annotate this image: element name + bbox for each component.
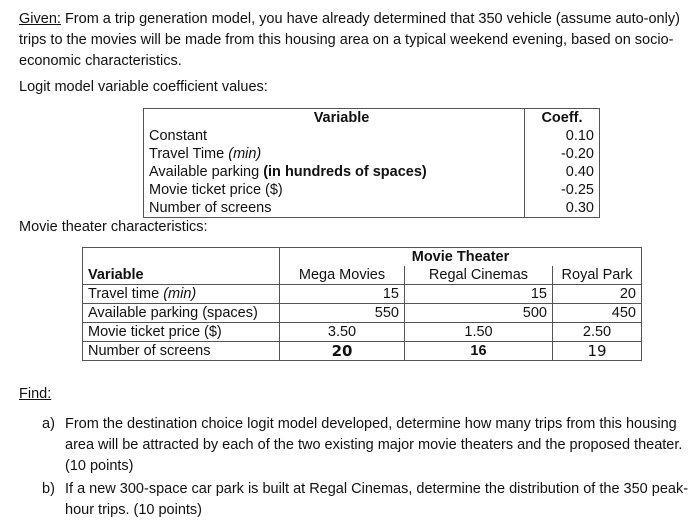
theater-variable: Movie ticket price ($) — [83, 323, 280, 342]
given-text: From a trip generation model, you have already determined that 350 vehicle (assume auto-only) trips to the movies will be made from this housing area on a typical weekend evening, based on socio-economic characteristics. — [19, 11, 680, 69]
coeff-variable: Movie ticket price ($) — [144, 181, 525, 199]
coeff-header-row — [144, 109, 600, 128]
coeff-value: 0.40 — [525, 163, 600, 181]
coeff-value: 0.10 — [525, 127, 600, 145]
mega-value: 3.50 — [280, 323, 405, 342]
theater-col-mega: Mega Movies — [280, 266, 405, 285]
regal-value: 15 — [405, 285, 553, 304]
theater-variable: Number of screens — [83, 342, 280, 361]
theater-row — [83, 285, 642, 304]
theater-col-variable: Variable — [83, 266, 280, 285]
find-item — [42, 479, 692, 521]
coeff-variable: Number of screens — [144, 199, 525, 218]
theater-group-header: Movie Theater — [280, 248, 642, 267]
coeff-value: -0.25 — [525, 181, 600, 199]
item-text: From the destination choice logit model developed, determine how many trips from this housing area will be attracted by each of the two existing major movie theaters and the proposed theater. (10 points) — [65, 416, 683, 474]
theater-variable: Travel time (min) — [83, 285, 280, 304]
coeff-row — [144, 145, 600, 163]
royal-value: 450 — [553, 304, 642, 323]
theater-col-regal: Regal Cinemas — [405, 266, 553, 285]
find-list — [42, 414, 692, 523]
theater-row — [83, 304, 642, 323]
royal-value: 19 — [553, 342, 642, 361]
theater-group-header-row — [83, 248, 642, 267]
regal-value: 500 — [405, 304, 553, 323]
logit-label: Logit model variable coefficient values: — [19, 79, 268, 95]
theater-table — [82, 247, 642, 361]
coeff-row — [144, 181, 600, 199]
theater-label: Movie theater characteristics: — [19, 219, 208, 235]
coeff-header-coeff: Coeff. — [525, 109, 600, 128]
find-heading: Find: — [19, 386, 52, 402]
mega-value: 15 — [280, 285, 405, 304]
item-mark: a) — [42, 416, 55, 432]
coeff-variable: Available parking (in hundreds of spaces) — [144, 163, 525, 181]
coeff-header-variable: Variable — [144, 109, 525, 128]
find-item — [42, 414, 692, 477]
coeff-variable: Constant — [144, 127, 525, 145]
given-lead: Given: — [19, 11, 61, 27]
coeff-row — [144, 127, 600, 145]
coeff-row — [144, 163, 600, 181]
item-mark: b) — [42, 481, 55, 497]
theater-column-header-row — [83, 266, 642, 285]
coeff-row — [144, 199, 600, 218]
regal-value: 16 — [405, 342, 553, 361]
theater-row — [83, 342, 642, 361]
theater-variable: Available parking (spaces) — [83, 304, 280, 323]
royal-value: 20 — [553, 285, 642, 304]
coeff-value: -0.20 — [525, 145, 600, 163]
coefficient-table — [143, 108, 600, 218]
mega-value: 20 — [280, 342, 405, 361]
theater-col-royal: Royal Park — [553, 266, 642, 285]
given-paragraph — [19, 9, 699, 72]
regal-value: 1.50 — [405, 323, 553, 342]
mega-value: 550 — [280, 304, 405, 323]
coeff-variable: Travel Time (min) — [144, 145, 525, 163]
royal-value: 2.50 — [553, 323, 642, 342]
coeff-value: 0.30 — [525, 199, 600, 218]
item-text: If a new 300-space car park is built at Regal Cinemas, determine the distribution of the 350 peak-hour trips. (10 points) — [65, 481, 689, 518]
theater-row — [83, 323, 642, 342]
